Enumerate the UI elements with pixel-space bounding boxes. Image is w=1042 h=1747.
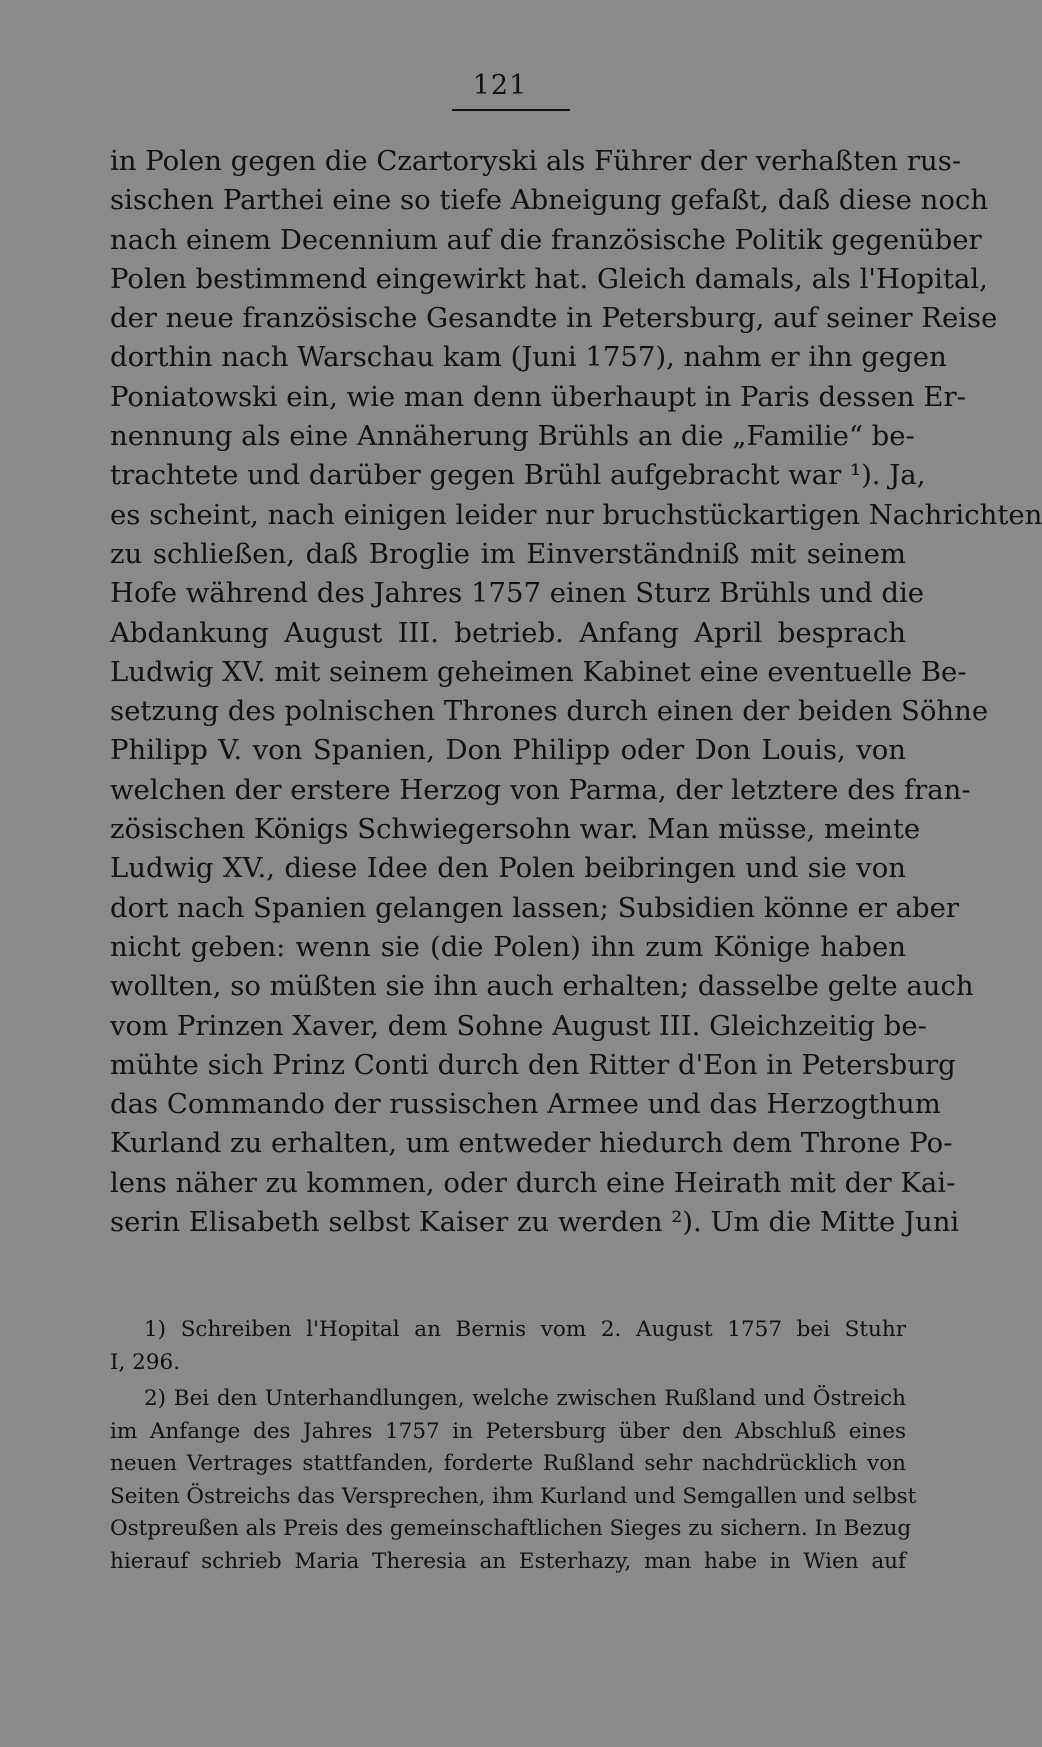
text-line: serin Elisabeth selbst Kaiser zu werden ²). Um die Mitte Juni [110, 1206, 960, 1239]
text-line: sischen Parthei eine so tiefe Abneigung gefaßt, daß diese noch [110, 184, 989, 217]
text-line: wollten, so müßten sie ihn auch erhalten; dasselbe gelte auch [110, 970, 974, 1003]
text-line: nennung als eine Annäherung Brühls an die „Familie“ be- [110, 420, 915, 453]
footnote-1 [110, 1314, 906, 1379]
footnote-line: Seiten Östreichs das Versprechen, ihm Kurland und Semgallen und selbst [110, 1483, 917, 1509]
page-number: 121 [472, 70, 528, 101]
text-line: Ludwig XV., diese Idee den Polen beibringen und sie von [110, 852, 906, 885]
text-line: welchen der erstere Herzog von Parma, der letztere des fran- [110, 773, 971, 806]
text-line: lens näher zu kommen, oder durch eine Heirath mit der Kai- [110, 1166, 956, 1199]
text-line: das Commando der russischen Armee und das Herzogthum [110, 1088, 941, 1121]
text-line: nicht geben: wenn sie (die Polen) ihn zum Könige haben [110, 930, 906, 963]
text-line: der neue französische Gesandte in Petersburg, auf seiner Reise [110, 302, 998, 335]
footnote-line: Ostpreußen als Preis des gemeinschaftlichen Sieges zu sichern. In Bezug [110, 1516, 912, 1541]
text-line: zu schließen, daß Broglie im Einverständniß mit seinem [110, 537, 906, 570]
text-line: trachtete und darüber gegen Brühl aufgebracht war ¹). Ja, [110, 459, 926, 492]
text-line: Abdankung August III. betrieb. Anfang April besprach [110, 616, 906, 649]
text-line: dort nach Spanien gelangen lassen; Subsidien könne er aber [110, 891, 960, 924]
text-line: es scheint, nach einigen leider nur bruchstückartigen Nachrichten [110, 498, 1042, 531]
text-line: Hofe während des Jahres 1757 einen Sturz Brühls und die [110, 577, 925, 610]
body-text [110, 142, 1042, 1242]
footnote-line: hierauf schrieb Maria Theresia an Esterhazy, man habe in Wien auf [110, 1548, 906, 1574]
footnote-line: im Anfange des Jahres 1757 in Petersburg über den Abschluß eines [110, 1418, 906, 1444]
text-line: mühte sich Prinz Conti durch den Ritter d'Eon in Petersburg [110, 1048, 956, 1081]
text-line: Polen bestimmend eingewirkt hat. Gleich damals, als l'Hopital, [110, 262, 988, 295]
footnote-line: 2) Bei den Unterhandlungen, welche zwischen Rußland und Östreich [144, 1386, 906, 1411]
text-line: Philipp V. von Spanien, Don Philipp oder Don Louis, von [110, 734, 906, 767]
footnote-2 [110, 1383, 917, 1578]
text-line: dorthin nach Warschau kam (Juni 1757), nahm er ihn gegen [110, 341, 947, 374]
text-line: Poniatowski ein, wie man denn überhaupt in Paris dessen Er- [110, 380, 966, 413]
footnote-line: I, 296. [110, 1349, 181, 1375]
text-line: in Polen gegen die Czartoryski als Führer der verhaßten rus- [110, 145, 962, 177]
header-rule [452, 109, 570, 111]
text-line: vom Prinzen Xaver, dem Sohne August III. Gleichzeitig be- [110, 1009, 927, 1042]
footnote-line: neuen Vertrages stattfanden, forderte Rußland sehr nachdrücklich von [110, 1451, 906, 1476]
footnote-line: 1) Schreiben l'Hopital an Bernis vom 2. August 1757 bei Stuhr [144, 1317, 906, 1342]
text-line: Ludwig XV. mit seinem geheimen Kabinet eine eventuelle Be- [110, 655, 967, 688]
text-line: setzung des polnischen Thrones durch einen der beiden Söhne [110, 695, 989, 728]
footnotes [110, 1314, 917, 1578]
text-line: Kurland zu erhalten, um entweder hiedurch dem Throne Po- [110, 1127, 953, 1160]
text-line: nach einem Decennium auf die französische Politik gegenüber [110, 223, 982, 256]
text-line: zösischen Königs Schwiegersohn war. Man müsse, meinte [110, 813, 921, 846]
